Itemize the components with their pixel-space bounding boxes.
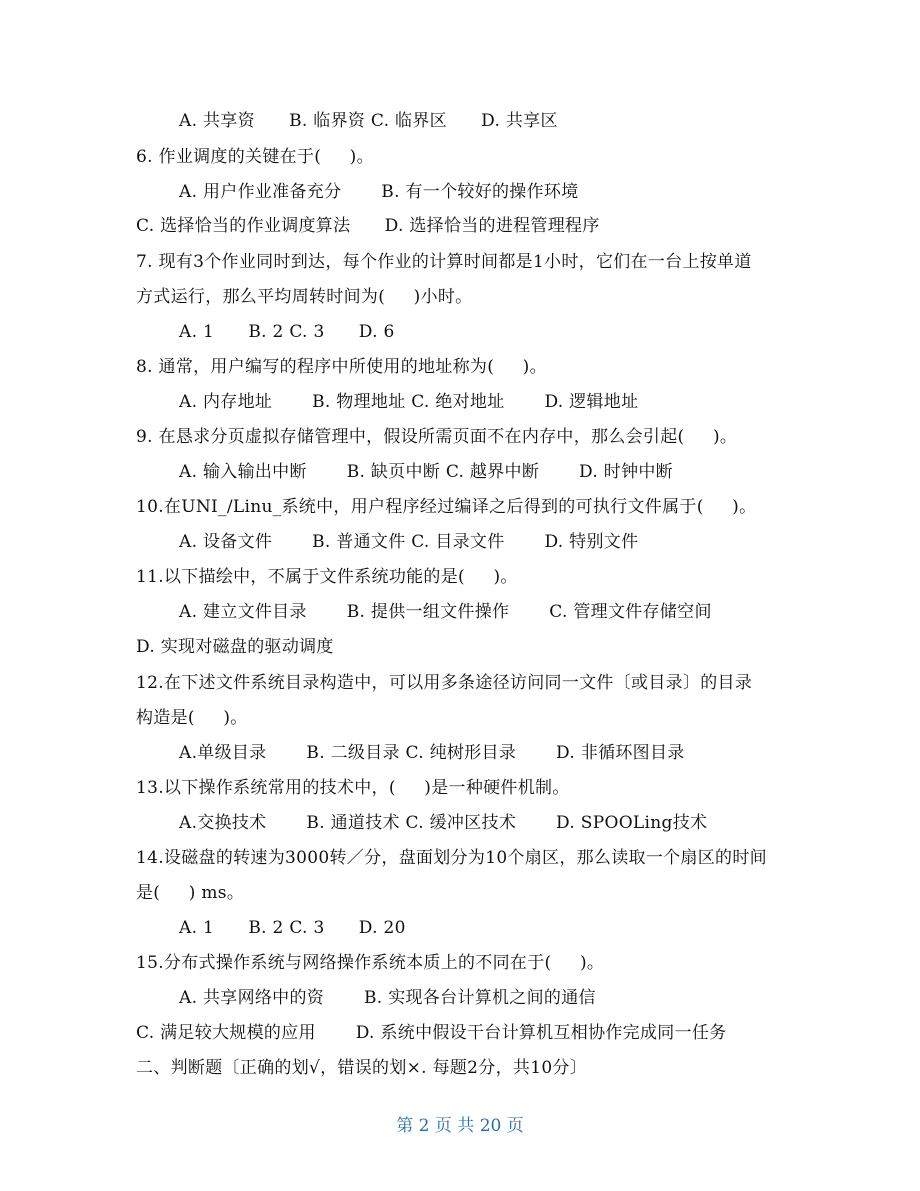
question-14: 14.设磁盘的转速为3000转／分，盘面划分为10个扇区，那么读取一个扇区的时间 <box>136 848 767 868</box>
question-14-cont: 是( ) ms。 <box>136 883 245 903</box>
section-heading-true-false: 二、判断题〔正确的划√，错误的划×. 每题2分，共10分〕 <box>136 1058 588 1078</box>
question-10-options: A. 设备文件 B. 普通文件 C. 目录文件 D. 特别文件 <box>179 532 639 552</box>
question-10: 10.在UNI_/Linu_系统中，用户程序经过编译之后得到的可执行文件属于( )。 <box>136 497 757 517</box>
question-7-options: A. 1 B. 2 C. 3 D. 6 <box>179 322 395 342</box>
question-7: 7. 现有3个作业同时到达，每个作业的计算时间都是1小时，它们在一台上按单道 <box>136 252 752 272</box>
question-13: 13.以下操作系统常用的技术中，( )是一种硬件机制。 <box>136 778 570 798</box>
question-6: 6. 作业调度的关键在于( )。 <box>136 147 374 167</box>
question-12: 12.在下述文件系统目录构造中，可以用多条途径访问同一文件〔或目录〕的目录 <box>136 673 753 693</box>
question-5-options: A. 共享资 B. 临界资 C. 临界区 D. 共享区 <box>179 111 558 131</box>
page-number-footer: 第 2 页 共 20 页 <box>396 1116 524 1136</box>
question-8: 8. 通常，用户编写的程序中所使用的地址称为( )。 <box>136 357 547 377</box>
question-9: 9. 在恳求分页虚拟存储管理中，假设所需页面不在内存中，那么会引起( )。 <box>136 427 738 447</box>
question-7-cont: 方式运行，那么平均周转时间为( )小时。 <box>136 287 473 307</box>
question-6-options-ab: A. 用户作业准备充分 B. 有一个较好的操作环境 <box>179 182 579 202</box>
question-8-options: A. 内存地址 B. 物理地址 C. 绝对地址 D. 逻辑地址 <box>179 392 639 412</box>
question-11-option-d: D. 实现对磁盘的驱动调度 <box>136 637 334 657</box>
question-12-cont: 构造是( )。 <box>136 708 248 728</box>
question-11: 11.以下描绘中，不属于文件系统功能的是( )。 <box>136 567 518 587</box>
question-14-options: A. 1 B. 2 C. 3 D. 20 <box>179 918 406 938</box>
question-15: 15.分布式操作系统与网络操作系统本质上的不同在于( )。 <box>136 953 605 973</box>
question-6-options-cd: C. 选择恰当的作业调度算法 D. 选择恰当的进程管理程序 <box>136 216 600 236</box>
question-12-options: A.单级目录 B. 二级目录 C. 纯树形目录 D. 非循环图目录 <box>179 743 685 763</box>
question-11-options-abc: A. 建立文件目录 B. 提供一组文件操作 C. 管理文件存储空间 <box>179 602 712 622</box>
question-15-options-ab: A. 共享网络中的资 B. 实现各台计算机之间的通信 <box>179 988 596 1008</box>
question-15-options-cd: C. 满足较大规模的应用 D. 系统中假设干台计算机互相协作完成同一任务 <box>136 1023 727 1043</box>
question-9-options: A. 输入输出中断 B. 缺页中断 C. 越界中断 D. 时钟中断 <box>179 462 673 482</box>
question-13-options: A.交换技术 B. 通道技术 C. 缓冲区技术 D. SPOOLing技术 <box>179 813 708 833</box>
